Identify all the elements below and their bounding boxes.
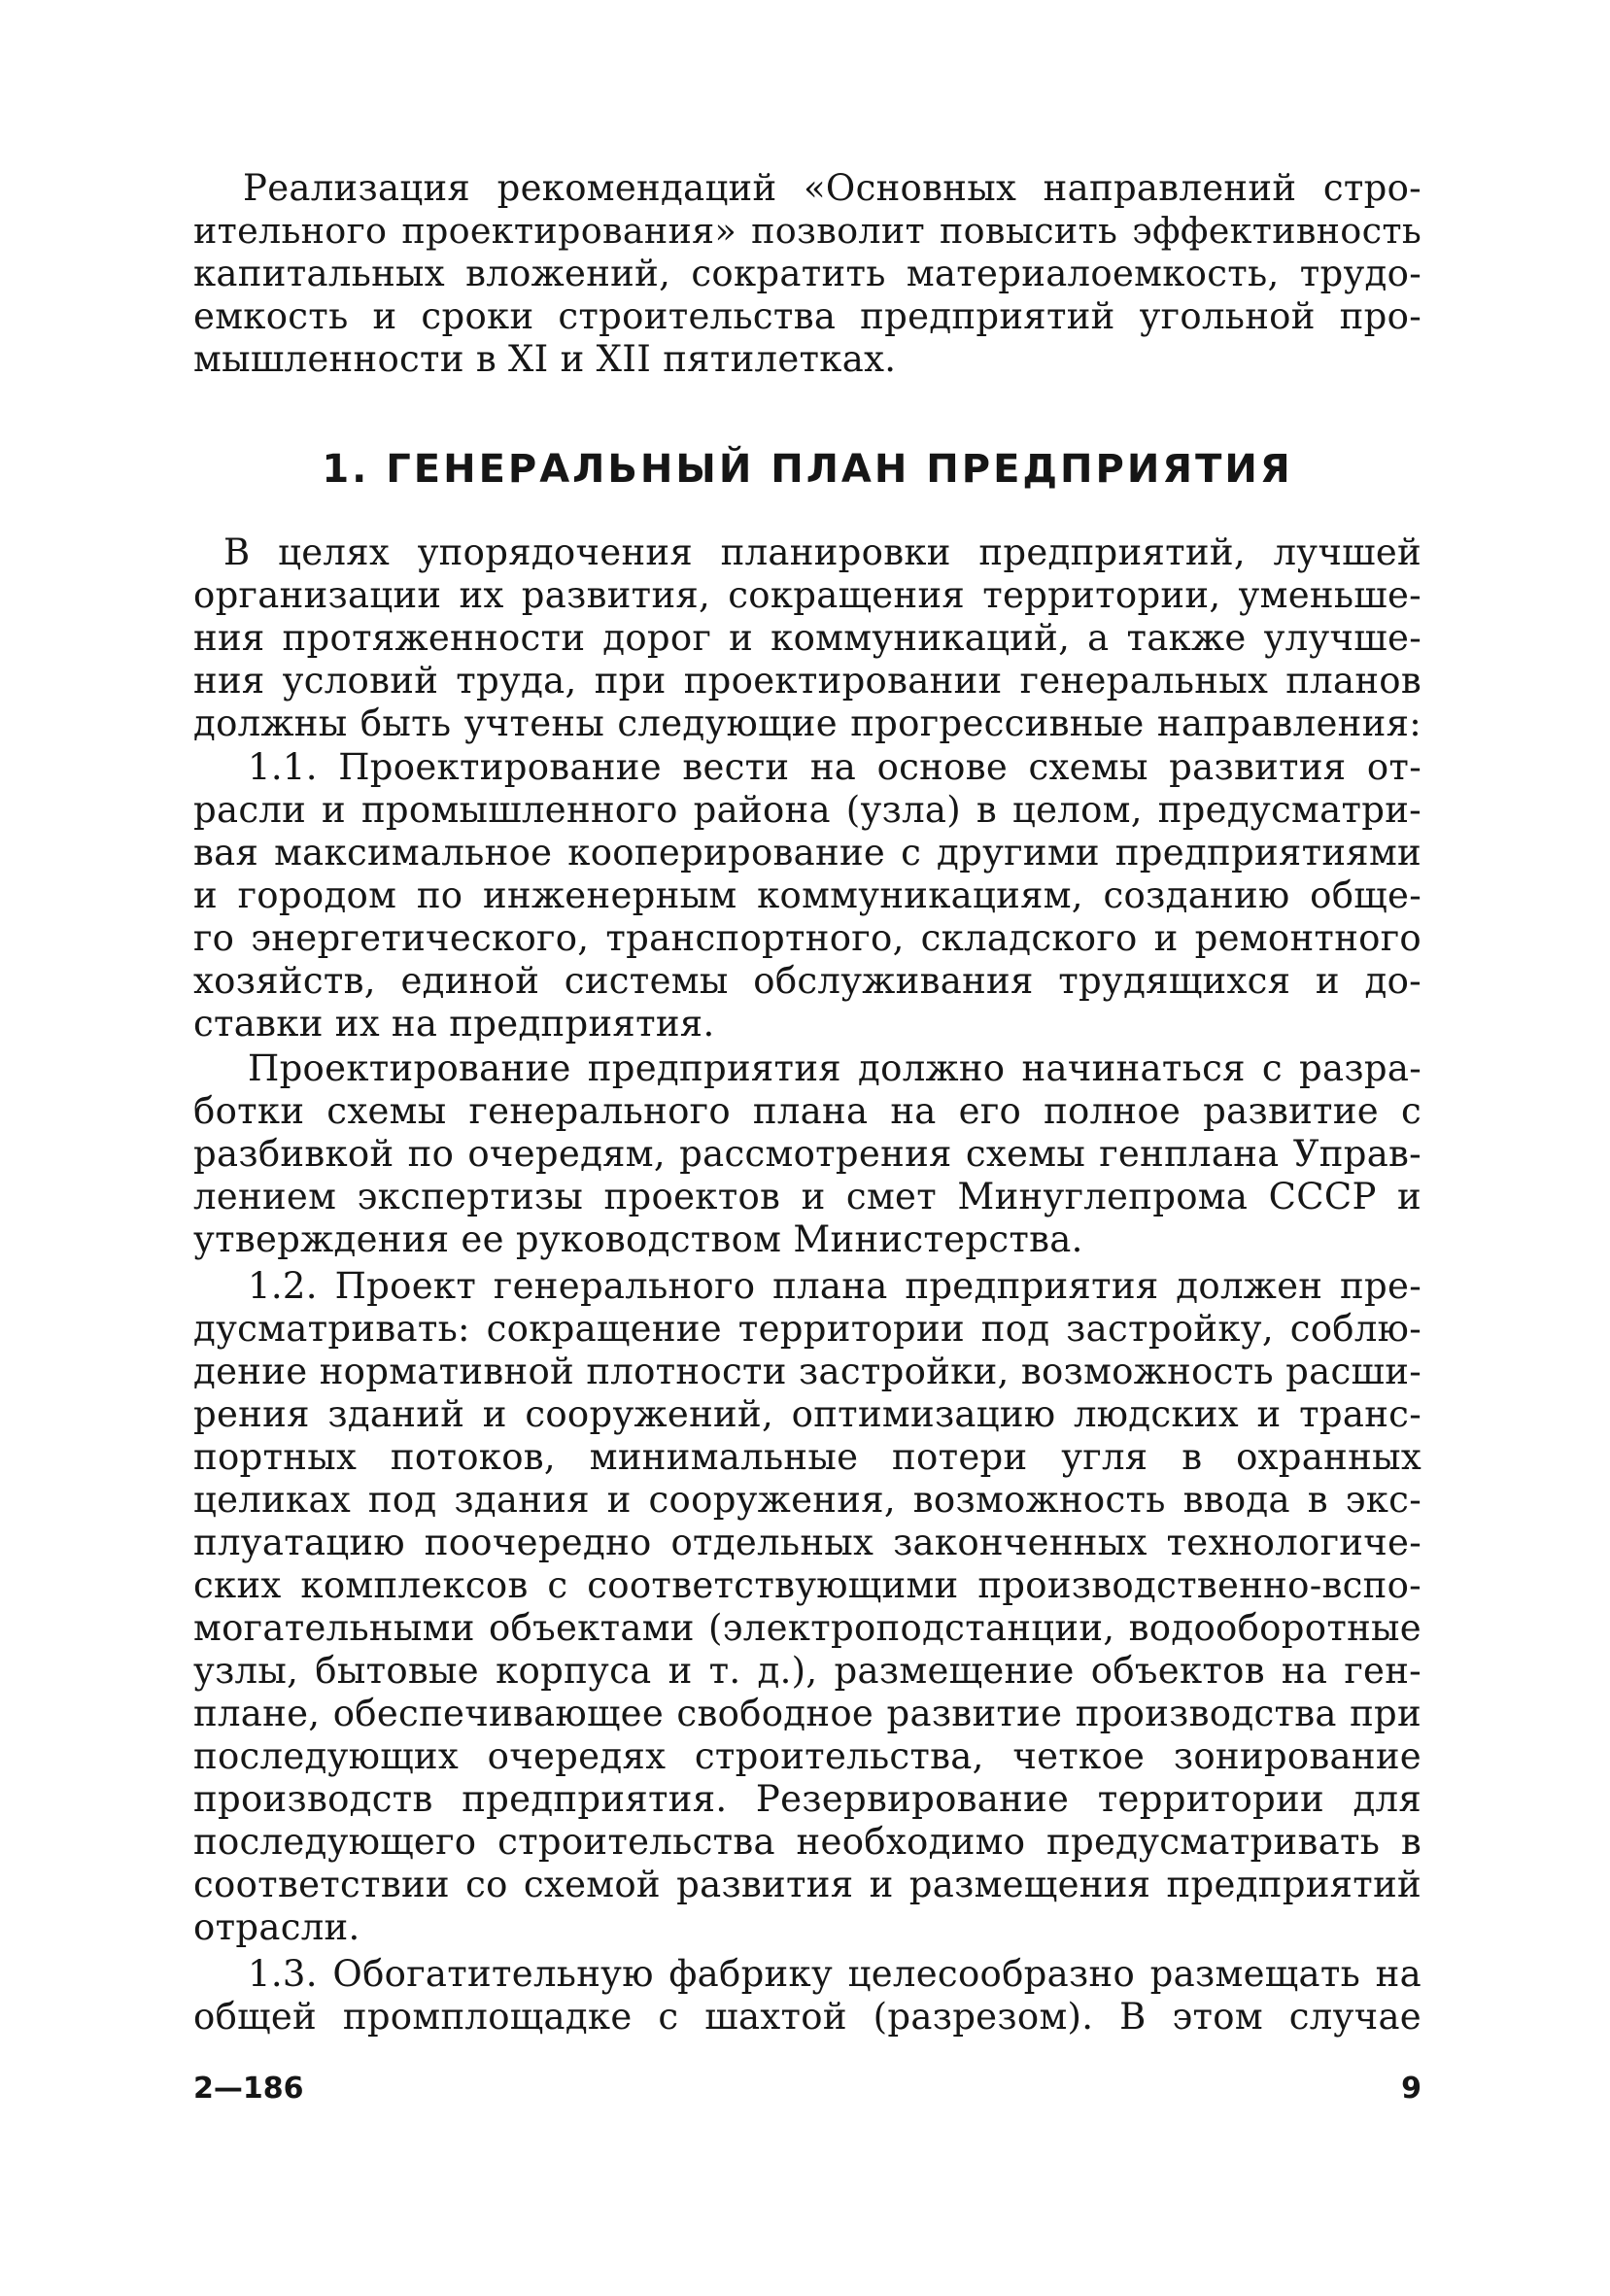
body-line-31: последующего строительства необходимо предусматривать в xyxy=(193,1821,1422,1863)
body-line-34: 1.3. Обогатительную фабрику целесообразно размещать на xyxy=(248,1953,1422,1995)
body-line-1: В целях упорядочения планировки предприятий, лучшей xyxy=(223,531,1422,573)
body-line-32: соответствии со схемой развития и размещения предприятий xyxy=(193,1864,1422,1905)
page-number: 9 xyxy=(1401,2072,1422,2106)
body-line-12: ставки их на предприятия. xyxy=(193,1003,715,1045)
body-line-13: Проектирование предприятия должно начинаться с разра- xyxy=(248,1047,1422,1089)
body-line-3: ния протяженности дорог и коммуникаций, а также улучше- xyxy=(193,617,1422,659)
body-line-16: лением экспертизы проектов и смет Минуглепрома СССР и xyxy=(193,1176,1422,1217)
intro-line-4: емкость и сроки строительства предприятий угольной про- xyxy=(193,295,1422,337)
body-line-30: производств предприятия. Резервирование территории для xyxy=(193,1778,1422,1820)
body-line-7: расли и промышленного района (узла) в целом, предусматри- xyxy=(193,789,1422,831)
intro-line-2: ительного проектирования» позволит повысить эффективность xyxy=(193,210,1422,252)
body-line-26: могательными объектами (электроподстанции, водооборотные xyxy=(193,1607,1422,1649)
body-line-6: 1.1. Проектирование вести на основе схемы развития от- xyxy=(248,746,1422,788)
body-line-22: портных потоков, минимальные потери угля в охранных xyxy=(193,1436,1422,1478)
body-line-8: вая максимальное кооперирование с другими предприятиями xyxy=(193,832,1422,874)
intro-line-5: мышленности в XI и XII пятилетках. xyxy=(193,338,897,380)
body-line-9: и городом по инженерным коммуникациям, созданию обще- xyxy=(193,874,1422,916)
body-line-27: узлы, бытовые корпуса и т. д.), размещение объектов на ген- xyxy=(193,1650,1422,1692)
body-line-35: общей промплощадке с шахтой (разрезом). В этом случае xyxy=(193,1996,1422,2038)
body-line-5: должны быть учтены следующие прогрессивные направления: xyxy=(193,703,1422,744)
body-line-11: хозяйств, единой системы обслуживания трудящихся и до- xyxy=(193,960,1422,1002)
body-line-17: утверждения ее руководством Министерства. xyxy=(193,1218,1083,1260)
body-line-14: ботки схемы генерального плана на его полное развитие с xyxy=(193,1090,1422,1132)
section-heading: 1. ГЕНЕРАЛЬНЫЙ ПЛАН ПРЕДПРИЯТИЯ xyxy=(322,447,1293,492)
body-line-29: последующих очередях строительства, четкое зонирование xyxy=(193,1735,1422,1777)
body-line-24: плуатацию поочередно отдельных законченных технологиче- xyxy=(193,1522,1422,1563)
body-line-25: ских комплексов с соответствующими производственно-вспо- xyxy=(193,1564,1422,1606)
intro-line-1: Реализация рекомендаций «Основных направлений стро- xyxy=(243,167,1422,209)
body-line-20: дение нормативной плотности застройки, возможность расши- xyxy=(193,1351,1422,1392)
body-line-4: ния условий труда, при проектировании генеральных планов xyxy=(193,660,1422,702)
body-line-15: разбивкой по очередям, рассмотрения схемы генплана Управ- xyxy=(193,1133,1422,1175)
body-line-18: 1.2. Проект генерального плана предприятия должен пре- xyxy=(248,1265,1422,1307)
body-line-21: рения зданий и сооружений, оптимизацию людских и транс- xyxy=(193,1393,1422,1435)
body-line-10: го энергетического, транспортного, складского и ремонтного xyxy=(193,917,1422,959)
body-line-23: целиках под здания и сооружения, возможность ввода в экс- xyxy=(193,1479,1422,1521)
body-line-19: дусматривать: сокращение территории под застройку, соблю- xyxy=(193,1308,1422,1350)
body-line-2: организации их развития, сокращения территории, уменьше- xyxy=(193,574,1422,616)
body-line-28: плане, обеспечивающее свободное развитие производства при xyxy=(193,1693,1422,1734)
intro-line-3: капитальных вложений, сократить материалоемкость, трудо- xyxy=(193,253,1422,294)
body-line-33: отрасли. xyxy=(193,1906,360,1948)
printer-signature: 2—186 xyxy=(193,2072,304,2106)
